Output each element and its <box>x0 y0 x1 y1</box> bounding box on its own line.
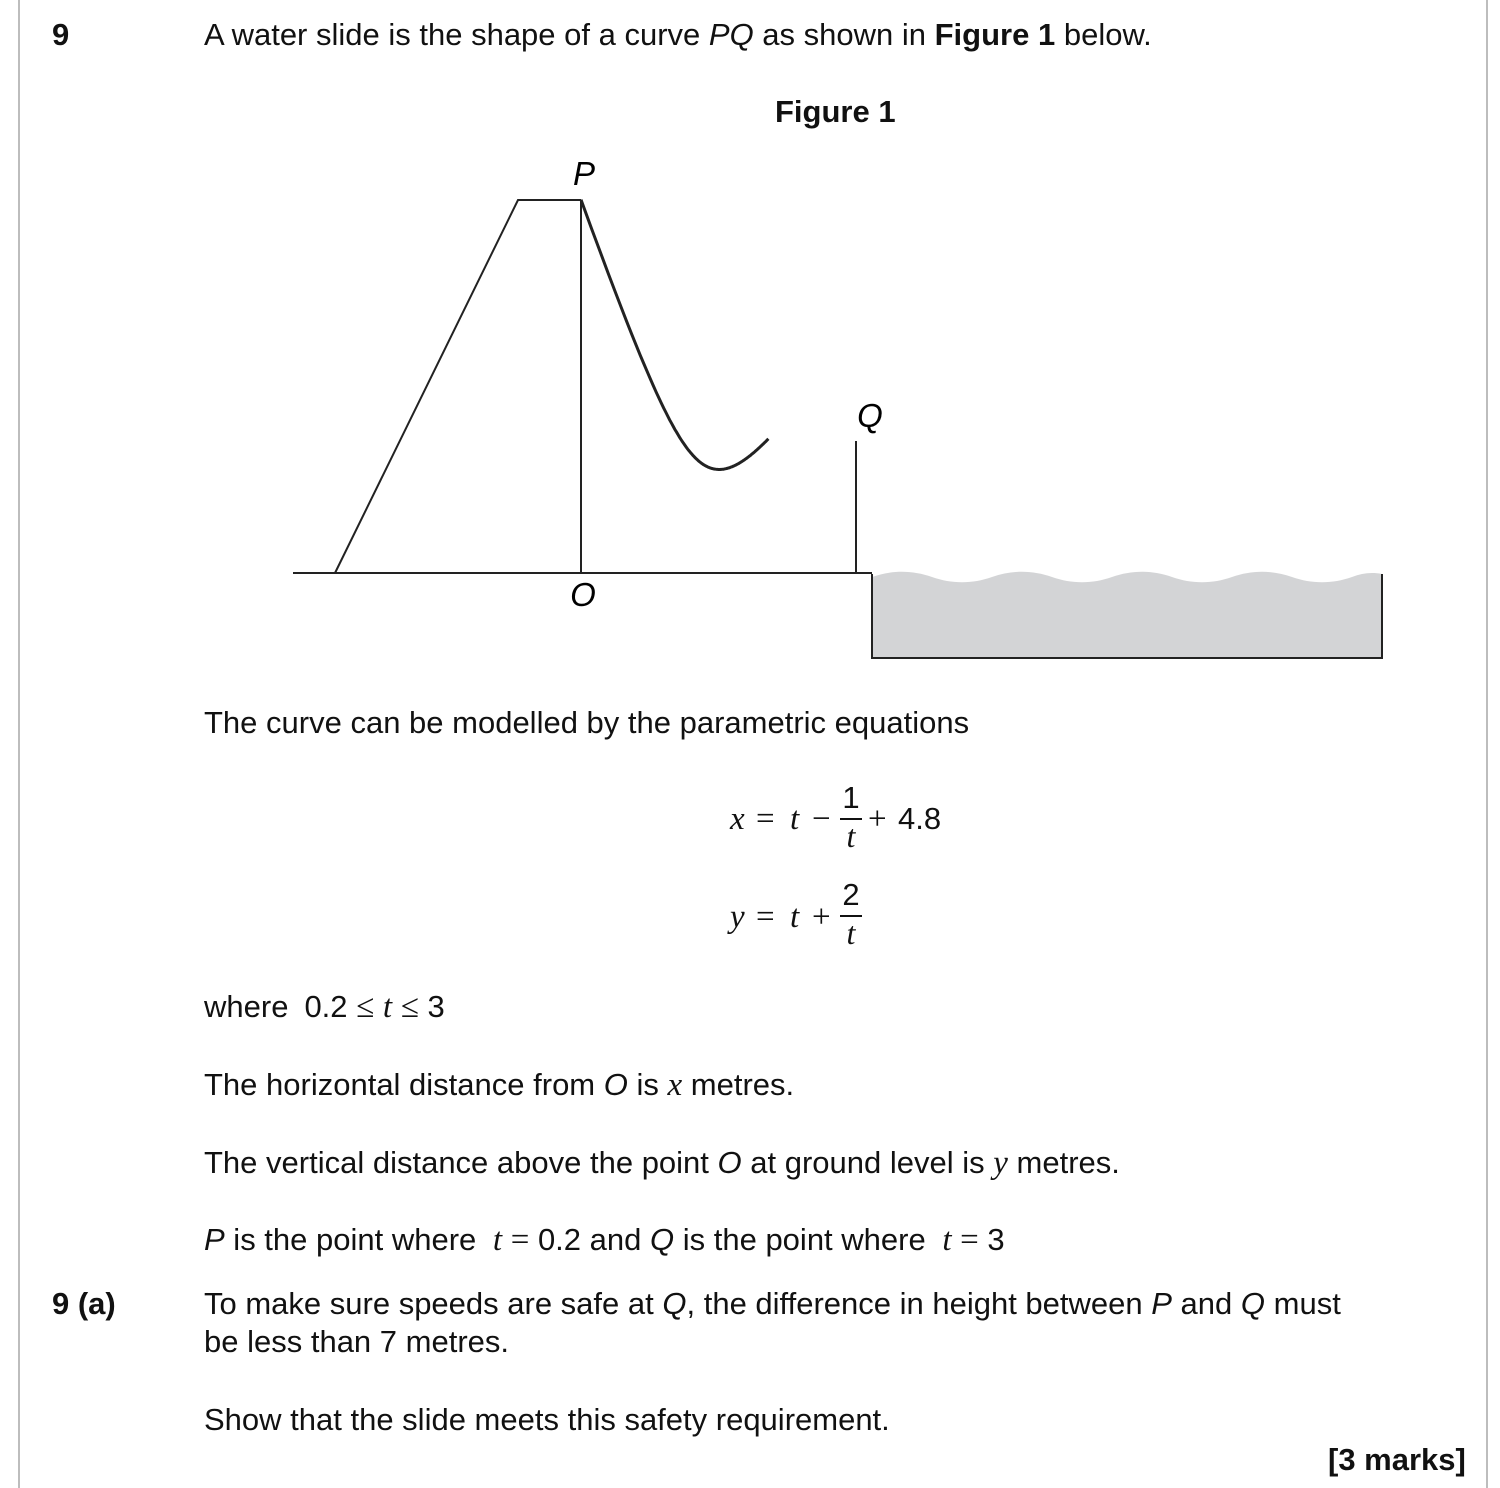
water-slide-figure <box>0 0 1500 700</box>
part-a-text-b: , the difference in height between <box>686 1286 1152 1321</box>
label-o: O <box>570 576 596 613</box>
model-intro: The curve can be modelled by the parametric equations <box>204 705 970 740</box>
part-a-text-d: must <box>1265 1286 1341 1321</box>
points-v2: 3 <box>987 1222 1005 1257</box>
part-a-line-1 <box>204 1285 1341 1323</box>
eq-x-minus: − <box>812 801 831 837</box>
vertical-distance-text <box>204 1144 1120 1182</box>
points-q-text: is the point where <box>674 1222 935 1257</box>
points-q: Q <box>650 1222 675 1257</box>
eq-x-t: t <box>790 801 800 837</box>
eq-x-constant: 4.8 <box>898 801 942 836</box>
slide-tower-outline <box>335 200 581 573</box>
points-and: and <box>581 1222 650 1257</box>
points-eq1: = <box>510 1222 530 1258</box>
vertical-middle: at ground level is <box>741 1145 994 1180</box>
part-a-task: Show that the slide meets this safety requirement. <box>204 1402 890 1437</box>
part-a-label: 9 (a) <box>52 1286 116 1321</box>
eq-x-numerator: 1 <box>842 780 860 815</box>
eq-x-denominator: t <box>846 818 856 854</box>
eq-x-lhs: x <box>730 801 745 837</box>
domain-upper: 3 <box>427 989 445 1024</box>
part-a-p: P <box>1151 1286 1172 1321</box>
domain-var: t <box>382 989 393 1025</box>
horizontal-point: O <box>603 1067 628 1102</box>
part-a-text-a: To make sure speeds are safe at <box>204 1286 663 1321</box>
horizontal-middle: is <box>627 1067 668 1102</box>
question-number: 9 <box>52 17 70 52</box>
eq-y-lhs: y <box>730 899 745 935</box>
horizontal-distance-text <box>204 1066 794 1104</box>
figure-title: Figure 1 <box>775 94 896 129</box>
horizontal-after: metres. <box>682 1067 795 1102</box>
points-v1: 0.2 <box>537 1222 582 1257</box>
points-t2: t <box>942 1222 952 1258</box>
points-p: P <box>204 1222 225 1257</box>
vertical-after: metres. <box>1007 1145 1120 1180</box>
vertical-var: y <box>993 1145 1008 1181</box>
points-p-text: is the point where <box>224 1222 485 1257</box>
intro-text-middle: as shown in <box>753 17 935 52</box>
label-p: P <box>572 155 596 192</box>
vertical-before: The vertical distance above the point <box>204 1145 718 1180</box>
domain-le-1: ≤ <box>356 989 375 1025</box>
intro-text-before: A water slide is the shape of a curve <box>204 17 709 52</box>
eq-y-plus: + <box>812 899 831 935</box>
points-definition <box>204 1221 1005 1259</box>
domain-le-2: ≤ <box>400 989 419 1025</box>
eq-y-denominator: t <box>846 915 856 951</box>
part-a-q: Q <box>662 1286 687 1321</box>
eq-x-plus: + <box>868 801 887 837</box>
eq-x-equals: = <box>756 801 775 837</box>
points-t1: t <box>492 1222 503 1258</box>
part-a-line-2: be less than 7 metres. <box>204 1324 509 1359</box>
figure-reference: Figure 1 <box>934 17 1056 52</box>
eq-y-t: t <box>790 899 800 935</box>
water-pool <box>872 572 1382 658</box>
eq-y-equals: = <box>756 899 775 935</box>
curve-name: PQ <box>708 17 754 52</box>
slide-curve-pq <box>581 200 768 470</box>
domain-prefix: where <box>204 989 289 1024</box>
horizontal-var: x <box>667 1067 683 1103</box>
part-a-q2: Q <box>1240 1286 1266 1321</box>
eq-y-numerator: 2 <box>842 877 860 912</box>
horizontal-before: The horizontal distance from <box>204 1067 604 1102</box>
parameter-domain <box>204 988 445 1026</box>
part-a-marks: [3 marks] <box>1328 1442 1466 1477</box>
points-eq2: = <box>960 1222 979 1258</box>
vertical-point: O <box>717 1145 742 1180</box>
intro-text-after: below. <box>1055 17 1152 52</box>
part-a-text-c: and <box>1171 1286 1241 1321</box>
domain-lower: 0.2 <box>304 989 348 1024</box>
label-q: Q <box>857 397 883 434</box>
